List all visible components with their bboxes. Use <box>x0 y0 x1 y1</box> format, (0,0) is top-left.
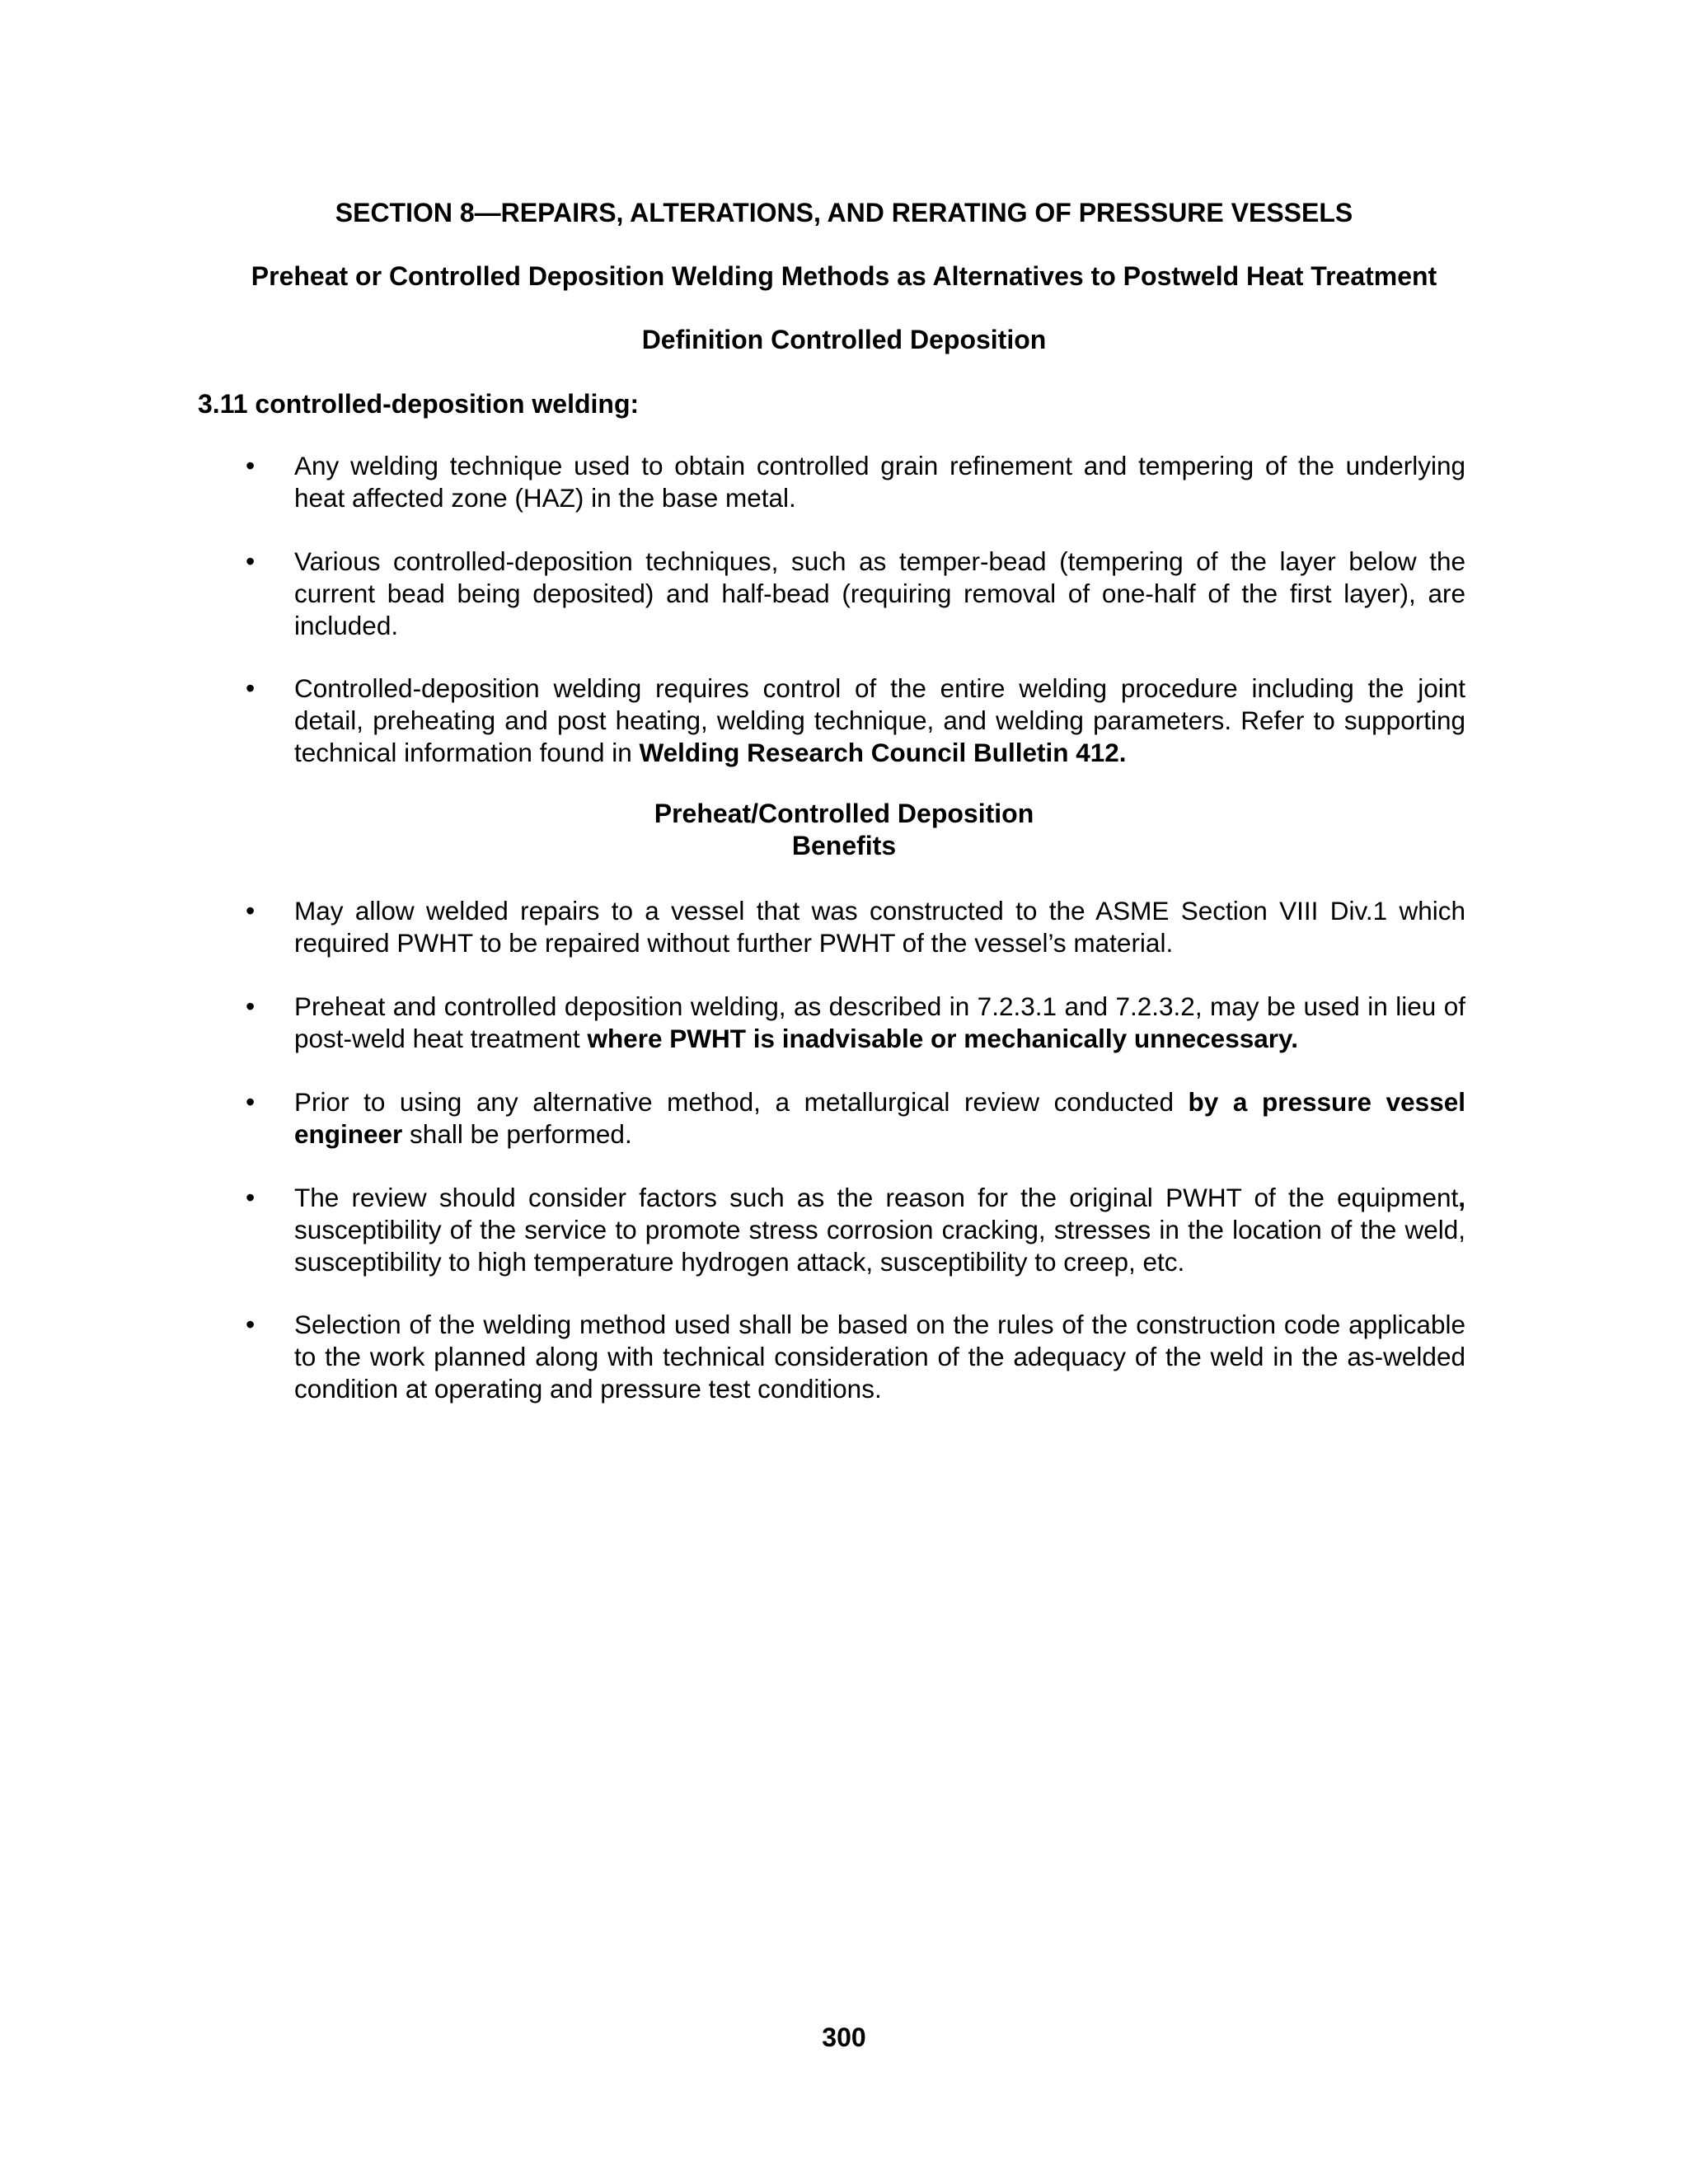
bullet-text: Controlled-deposition welding requires control of the entire welding procedure including the joint detail, preheating and post heating, welding technique, and welding parameters. Refer to supporting technical information found in Welding Research Council Bulletin 412. <box>294 673 1465 767</box>
bullet-icon: • <box>246 673 256 703</box>
bold-reference: Welding Research Council Bulletin 412. <box>639 738 1127 767</box>
bullet-icon: • <box>246 896 256 926</box>
benefits-title-line1: Preheat/Controlled Deposition <box>654 799 1034 828</box>
bullet-icon: • <box>246 991 256 1021</box>
bold-emphasis: where PWHT is inadvisable or mechanically unnecessary. <box>587 1024 1298 1053</box>
bullet-text: Preheat and controlled deposition welding, as described in 7.2.3.1 and 7.2.3.2, may be used in lieu of post-weld heat treatment where PWHT is inadvisable or mechanically unnecessary. <box>294 991 1465 1053</box>
bullet-icon: • <box>246 451 256 480</box>
bullet-icon: • <box>246 1183 256 1212</box>
bullet-text: May allow welded repairs to a vessel that was constructed to the ASME Section VIII Div.1 which required PWHT to be repaired without further PWHT of the vessel’s material. <box>294 896 1465 958</box>
subtitle: Preheat or Controlled Deposition Welding Methods as Alternatives to Postweld Heat Treatment <box>251 261 1437 291</box>
bullet-text: Any welding technique used to obtain controlled grain refinement and tempering of the underlying heat affected zone (HAZ) in the base metal. <box>294 451 1465 513</box>
benefits-title-line2: Benefits <box>791 831 897 860</box>
bold-emphasis: by a pressure vessel engineer <box>294 1087 1465 1149</box>
bullet-icon: • <box>246 546 256 576</box>
bullet-text: Prior to using any alternative method, a metallurgical review conducted by a pressure vessel engineer shall be performed. <box>294 1087 1465 1149</box>
section-title: SECTION 8—REPAIRS, ALTERATIONS, AND RERATING OF PRESSURE VESSELS <box>335 198 1353 227</box>
bullet-icon: • <box>246 1087 256 1117</box>
definition-heading: 3.11 controlled-deposition welding: <box>198 389 640 419</box>
bullet-text: The review should consider factors such as the reason for the original PWHT of the equipment, susceptibility of the service to promote stress corrosion cracking, stresses in the location of the weld, susceptibility to high temperature hydrogen attack, susceptibility to creep, etc. <box>294 1183 1465 1277</box>
bullet-text: Selection of the welding method used shall be based on the rules of the construction code applicable to the work planned along with technical consideration of the adequacy of the weld in the as-welded condition at operating and pressure test conditions. <box>294 1310 1465 1404</box>
bullet-text: Various controlled-deposition techniques, such as temper-bead (tempering of the layer below the current bead being deposited) and half-bead (requiring removal of one-half of the first layer), are included. <box>294 546 1465 640</box>
bullet-icon: • <box>246 1310 256 1339</box>
page-number: 300 <box>822 2022 866 2052</box>
bold-emphasis: , <box>1458 1183 1465 1212</box>
definition-title: Definition Controlled Deposition <box>641 325 1047 354</box>
